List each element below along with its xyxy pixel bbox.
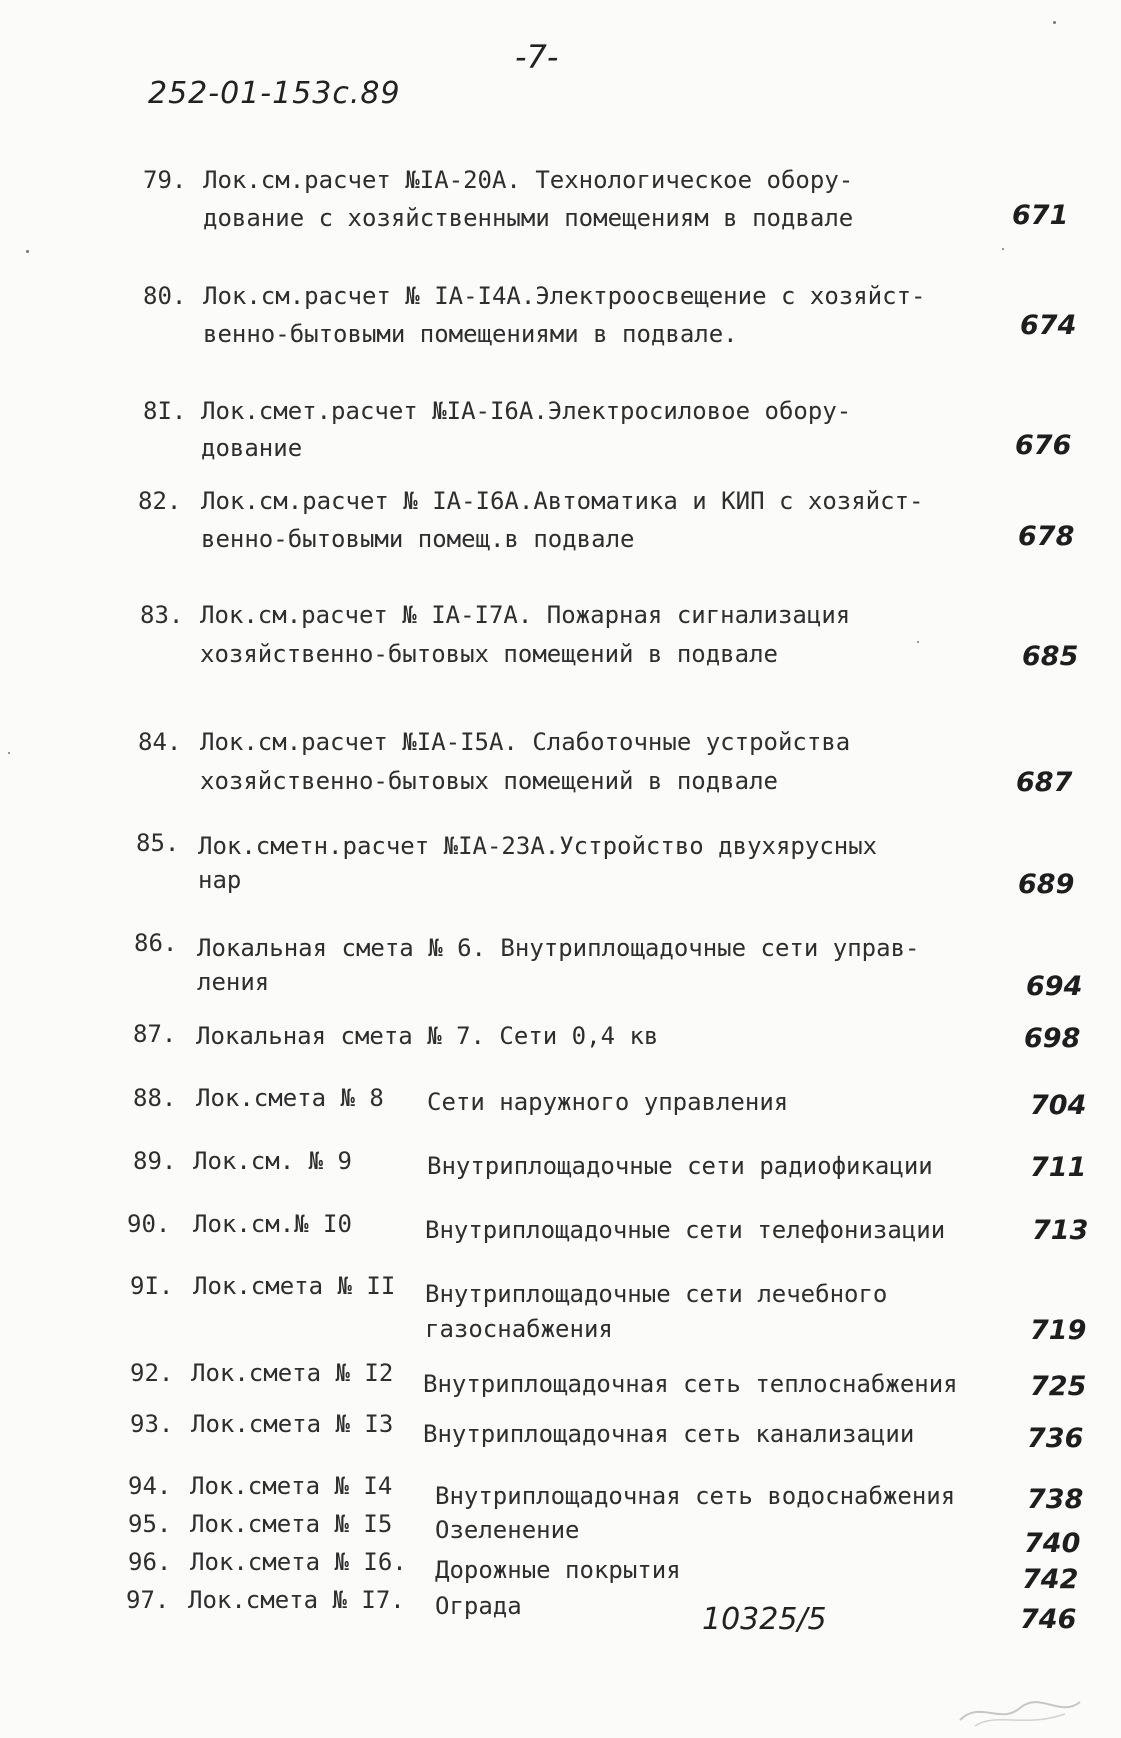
entry-page: 719 — [1030, 1315, 1087, 1346]
entry-page: 711 — [1030, 1152, 1087, 1183]
entry-ref: Лок.смета № I3 — [191, 1410, 394, 1438]
entry-text: Лок.см.расчет № IА-I4А.Электроосвещение с хозяйст- — [203, 282, 926, 310]
entry-page: 687 — [1016, 767, 1073, 798]
entry-page: 746 — [1020, 1604, 1077, 1635]
scan-speck — [1002, 248, 1004, 250]
entry-text: хозяйственно-бытовых помещений в подвале — [200, 767, 778, 795]
entry-text: ления — [197, 968, 270, 996]
entry-text: Локальная смета № 6. Внутриплощадочные сети управ- — [197, 934, 920, 962]
entry-text: Лок.см.расчет № IА-I6А.Автоматика и КИП с хозяйст- — [201, 487, 924, 515]
page-number: -7- — [515, 38, 559, 76]
entry-text: Озеленение — [435, 1516, 580, 1544]
scan-smudge — [955, 1690, 1085, 1730]
scan-speck — [26, 250, 29, 253]
entry-text: Лок.смет.расчет №IА-I6А.Электросиловое обору- — [201, 397, 852, 425]
entry-text: Внутриплощадочные сети лечебного — [425, 1280, 888, 1308]
entry-ref: Лок.смета № I6. — [190, 1548, 407, 1576]
handwritten-sheet-note: 10325/5 — [702, 1602, 827, 1637]
entry-page: 736 — [1027, 1423, 1084, 1454]
entry-page: 740 — [1024, 1528, 1081, 1559]
entry-text: хозяйственно-бытовых помещений в подвале — [200, 640, 778, 668]
entry-number: 85. — [136, 829, 180, 857]
entry-text: Внутриплощадочная сеть водоснабжения — [435, 1482, 956, 1510]
entry-page: 671 — [1012, 200, 1069, 231]
entry-page: 713 — [1032, 1215, 1089, 1246]
entry-number: 95. — [128, 1510, 172, 1538]
entry-number: 79. — [143, 166, 187, 194]
entry-number: 96. — [128, 1548, 172, 1576]
entry-ref: Лок.смета № 8 — [196, 1084, 384, 1112]
entry-number: 92. — [130, 1359, 174, 1387]
entry-number: 93. — [130, 1410, 174, 1438]
entry-text: Дорожные покрытия — [435, 1556, 681, 1584]
entry-page: 694 — [1026, 971, 1083, 1002]
document-code: 252-01-153с.89 — [148, 76, 401, 111]
entry-text: Локальная смета № 7. Сети 0,4 кв — [196, 1022, 659, 1050]
entry-text: Внутриплощадочные сети телефонизации — [425, 1216, 946, 1244]
entry-text: венно-бытовыми помещ.в подвале — [201, 525, 635, 553]
entry-text: нар — [198, 866, 242, 894]
entry-ref: Лок.смета № I7. — [188, 1586, 405, 1614]
entry-number: 84. — [138, 728, 182, 756]
entry-page: 674 — [1020, 310, 1077, 341]
entry-number: 88. — [133, 1084, 177, 1112]
entry-ref: Лок.смета № I2 — [191, 1359, 394, 1387]
entry-number: 9I. — [130, 1272, 174, 1300]
entry-number: 89. — [133, 1147, 177, 1175]
entry-number: 87. — [133, 1020, 177, 1048]
entry-number: 8I. — [143, 397, 187, 425]
entry-text: Ограда — [435, 1592, 522, 1620]
entry-number: 83. — [140, 601, 184, 629]
entry-page: 738 — [1027, 1484, 1084, 1515]
entry-number: 94. — [128, 1472, 172, 1500]
entry-page: 698 — [1024, 1023, 1081, 1054]
entry-text: Лок.см.расчет № IА-I7А. Пожарная сигнализация — [200, 601, 851, 629]
entry-number: 86. — [134, 929, 178, 957]
entry-text: Внутриплощадочные сети радиофикации — [427, 1152, 933, 1180]
entry-text: Лок.сметн.расчет №IА-23А.Устройство двухярусных — [198, 832, 878, 860]
entry-page: 742 — [1022, 1564, 1079, 1595]
entry-number: 90. — [127, 1210, 171, 1238]
entry-text: дование с хозяйственными помещениям в подвале — [203, 204, 854, 232]
entry-text: Внутриплощадочная сеть теплоснабжения — [423, 1370, 958, 1398]
scan-speck — [1053, 21, 1056, 24]
entry-ref: Лок.смета № I4 — [190, 1472, 393, 1500]
scan-speck — [8, 752, 10, 754]
entry-page: 689 — [1018, 869, 1075, 900]
entry-page: 704 — [1030, 1090, 1087, 1121]
entry-number: 97. — [126, 1586, 170, 1614]
entry-text: Лок.см.расчет №IА-I5А. Слаботочные устройства — [200, 728, 851, 756]
entry-ref: Лок.см.№ I0 — [193, 1210, 352, 1238]
entry-page: 678 — [1018, 521, 1075, 552]
entry-text: дование — [201, 434, 303, 462]
entry-ref: Лок.смета № II — [193, 1272, 396, 1300]
entry-text: Сети наружного управления — [427, 1088, 789, 1116]
entry-page: 676 — [1015, 430, 1072, 461]
entry-number: 80. — [143, 282, 187, 310]
entry-page: 685 — [1022, 641, 1079, 672]
entry-text: Внутриплощадочная сеть канализации — [423, 1420, 915, 1448]
entry-text: Лок.см.расчет №IА-20А. Технологическое обору- — [203, 166, 854, 194]
entry-text: венно-бытовыми помещениями в подвале. — [203, 320, 738, 348]
entry-number: 82. — [138, 487, 182, 515]
entry-ref: Лок.смета № I5 — [190, 1510, 393, 1538]
entry-page: 725 — [1030, 1371, 1087, 1402]
entry-ref: Лок.см. № 9 — [193, 1147, 352, 1175]
scan-speck — [917, 641, 919, 643]
entry-text: газоснабжения — [425, 1315, 613, 1343]
